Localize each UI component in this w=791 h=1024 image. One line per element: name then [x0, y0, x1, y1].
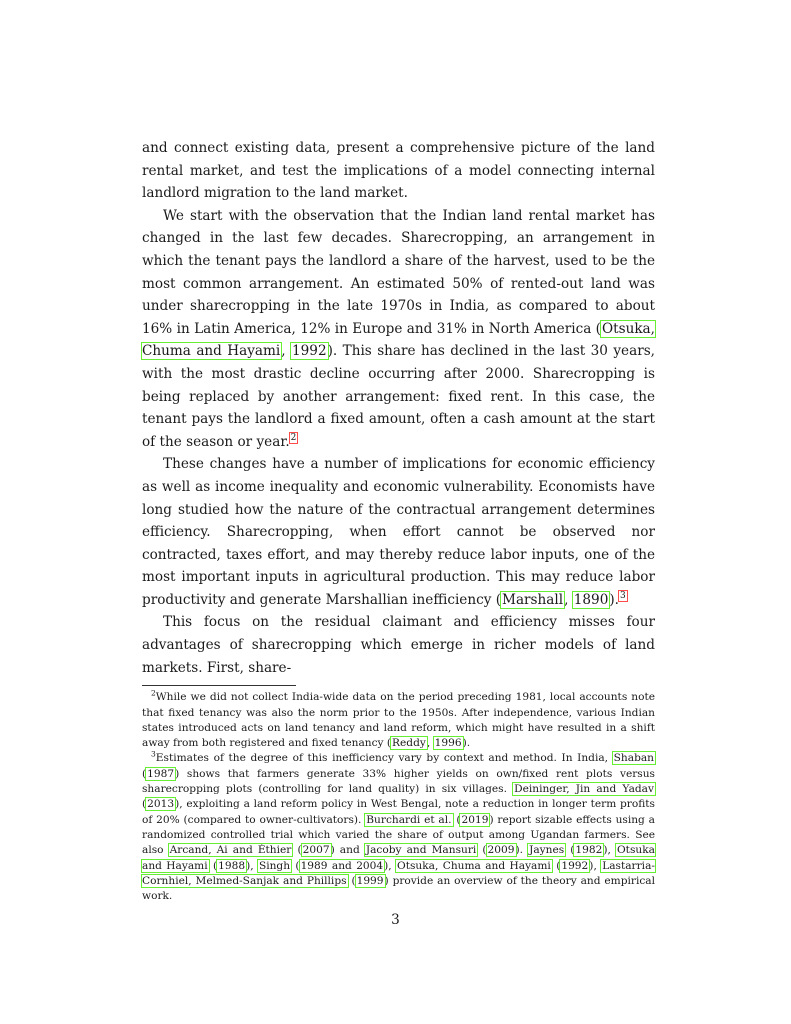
citation-link-otsuka-chuma-hayami[interactable]: Otsuka, Chuma and Hayami [142, 320, 655, 360]
citation-year-link-1982[interactable]: 1982 [575, 844, 603, 857]
citation-separator: , [281, 343, 291, 360]
citation-year-link-2009[interactable]: 2009 [487, 844, 515, 857]
citation-separator: , [426, 737, 434, 750]
footnote-ref-3[interactable]: 3 [619, 591, 626, 602]
footnote-divider [142, 685, 296, 686]
citation-link-marshall[interactable]: Marshall [502, 591, 564, 608]
footnote-3-text-4: and [334, 844, 365, 857]
footnote-3-text-5: . [519, 844, 529, 857]
citation-year-link-1987[interactable]: 1987 [147, 767, 175, 780]
footnote-3: $^3$Estimates of the degree of this inefficiency vary by context and method. In India, Shaban (1987) shows that farmers generate 33% higher yields on own/fixed rent plots versus sharecropping plots (controlling for land quality) in six villages. Deininger, Jin and Yadav (2013), exploiting a land reform policy in West Bengal, note a reduction in longer term profits of 20% (compared to owner-cultivators). Burchardi et al. (2019) report sizable effects using a randomized controlled trial which varied the share of output among Ugandan farmers. See also Arcand, Ai and Éthier (2007) and Jacoby and Mansuri (2009). Jaynes (1982), Otsuka and Hayami (1988), Singh (1989 and 2004), Otsuka, Chuma and Hayami (1992), Lastarria-Cornhiel, Melmed-Sanjak and Phillips (1999) provide an overview of the theory and empirical work. [142, 749, 655, 903]
citation-year-link-2019[interactable]: 2019 [461, 813, 489, 826]
citation-year-link-1992-fn[interactable]: 1992 [561, 859, 589, 872]
citation-separator: , [564, 591, 573, 608]
footnote-2-text: While we did not collect India-wide data on the period preceding 1981, local accounts note that fixed tenancy was also the norm prior to the 1950s. After independence, various Indian states introduced acts on land tenancy and land reform, which might have resulted in a shift away from both registered and fixed tenancy ( [142, 691, 655, 750]
footnote-3-text: Estimates of the degree of this inefficiency vary by context and method. In India, [155, 752, 613, 765]
citation-year-link-1992[interactable]: 1992 [292, 343, 327, 360]
footnote-2 [142, 690, 655, 751]
citation-year-link-1890[interactable]: 1890 [573, 591, 609, 608]
citation-link-otsuka-chuma-hayami-fn[interactable]: Otsuka, Chuma and Hayami [397, 859, 551, 872]
citation-link-burchardi[interactable]: Burchardi et al. [366, 813, 452, 826]
citation-year-link-2007[interactable]: 2007 [302, 844, 330, 857]
citation-year-link-1989-2004[interactable]: 1989 and 2004 [300, 859, 384, 872]
paragraph-4-text: This focus on the residual claimant and efficiency misses four advantages of sharecropping which emerge in richer models of land markets. First, share- [142, 614, 655, 676]
footnote-3-text-9: , [593, 859, 602, 872]
paragraph-1 [142, 137, 655, 205]
paragraph-3-text: These changes have a number of implications for economic efficiency as well as income inequality and economic vulnerability. Economists have long studied how the nature of the contractual arrangement determines efficiency. Sharecropping, when effort cannot be observed nor contracted, taxes effort, and may thereby reduce labor inputs, one of the most important inputs in agricultural production. This may reduce labor productivity and generate Marshallian inefficiency ( [142, 456, 655, 608]
paragraph-2-text-cont: ). This share has declined in the last 30 years, with the most drastic decline occurring after 2000. Sharecropping is being replaced by another arrangement: fixed rent. In this case, the tenant pays the landlord a fixed amount, often a cash amount at the start of the season or year. [142, 343, 655, 450]
footnote-3-text-10: provide an overview of the theory and empirical work. [142, 874, 655, 903]
footnote-3-mark: 3 [151, 749, 156, 759]
paragraph-3-text-cont: ). [609, 591, 619, 608]
footnote-3-text-6: , [607, 844, 616, 857]
footnote-3-text-7: , [250, 859, 258, 872]
citation-link-arcand-ai-ethier[interactable]: Arcand, Ai and Éthier [169, 844, 292, 857]
citation-link-reddy[interactable]: Reddy [392, 737, 426, 750]
citation-year-link-2013[interactable]: 2013 [147, 798, 175, 811]
citation-year-link-1988[interactable]: 1988 [218, 859, 246, 872]
footnote-3-text-1: shows that farmers generate 33% higher yields on own/fixed rent plots versus sharecropping plots (controlling for land quality) in six villages. [142, 767, 655, 796]
paragraph-2 [142, 205, 655, 454]
footnote-2-text-end: ). [462, 737, 471, 750]
paragraph-3 [142, 453, 655, 611]
paragraph-4 [142, 611, 655, 679]
citation-year-link-1999[interactable]: 1999 [356, 874, 384, 887]
citation-year-link-1996[interactable]: 1996 [434, 737, 462, 750]
citation-link-deininger-jin-yadav[interactable]: Deininger, Jin and Yadav [514, 783, 654, 796]
citation-link-jacoby-mansuri[interactable]: Jacoby and Mansuri [365, 844, 477, 857]
paragraph-1-text: and connect existing data, present a comprehensive picture of the land rental market, and test the implications of a model connecting internal landlord migration to the land market. [142, 140, 655, 202]
footnote-ref-2[interactable]: 2 [290, 433, 297, 444]
citation-link-jaynes[interactable]: Jaynes [529, 844, 565, 857]
citation-link-singh[interactable]: Singh [258, 859, 291, 872]
page-number: 3 [391, 912, 400, 928]
paragraph-2-text: We start with the observation that the Indian land rental market has changed in the last few decades. Sharecropping, an arrangement in which the tenant pays the landlord a share of the harvest, used to be the most common arrangement. An estimated 50% of rented-out land was under sharecropping in the late 1970s in India, as compared to about 16% in Latin America, 12% in Europe and 31% in North America ( [142, 207, 655, 337]
footnote-2-mark: 2 [151, 688, 156, 698]
citation-link-shaban[interactable]: Shaban [613, 752, 654, 765]
citation-link-lastarria-cornhiel[interactable]: Lastarria-Cornhiel, Melmed-Sanjak and Phillips [142, 859, 655, 887]
citation-link-otsuka-hayami[interactable]: Otsuka and Hayami [142, 844, 655, 872]
paper-page [142, 137, 655, 904]
footnote-3-text-2: , exploiting a land reform policy in West Bengal, note a reduction in longer term profits of 20% (compared to owner-cultivators). [142, 798, 655, 826]
footnote-3-text-8: , [388, 859, 397, 872]
footnote-3-text-3: report sizable effects using a randomized controlled trial which varied the share of output among Ugandan farmers. See also [142, 813, 655, 857]
